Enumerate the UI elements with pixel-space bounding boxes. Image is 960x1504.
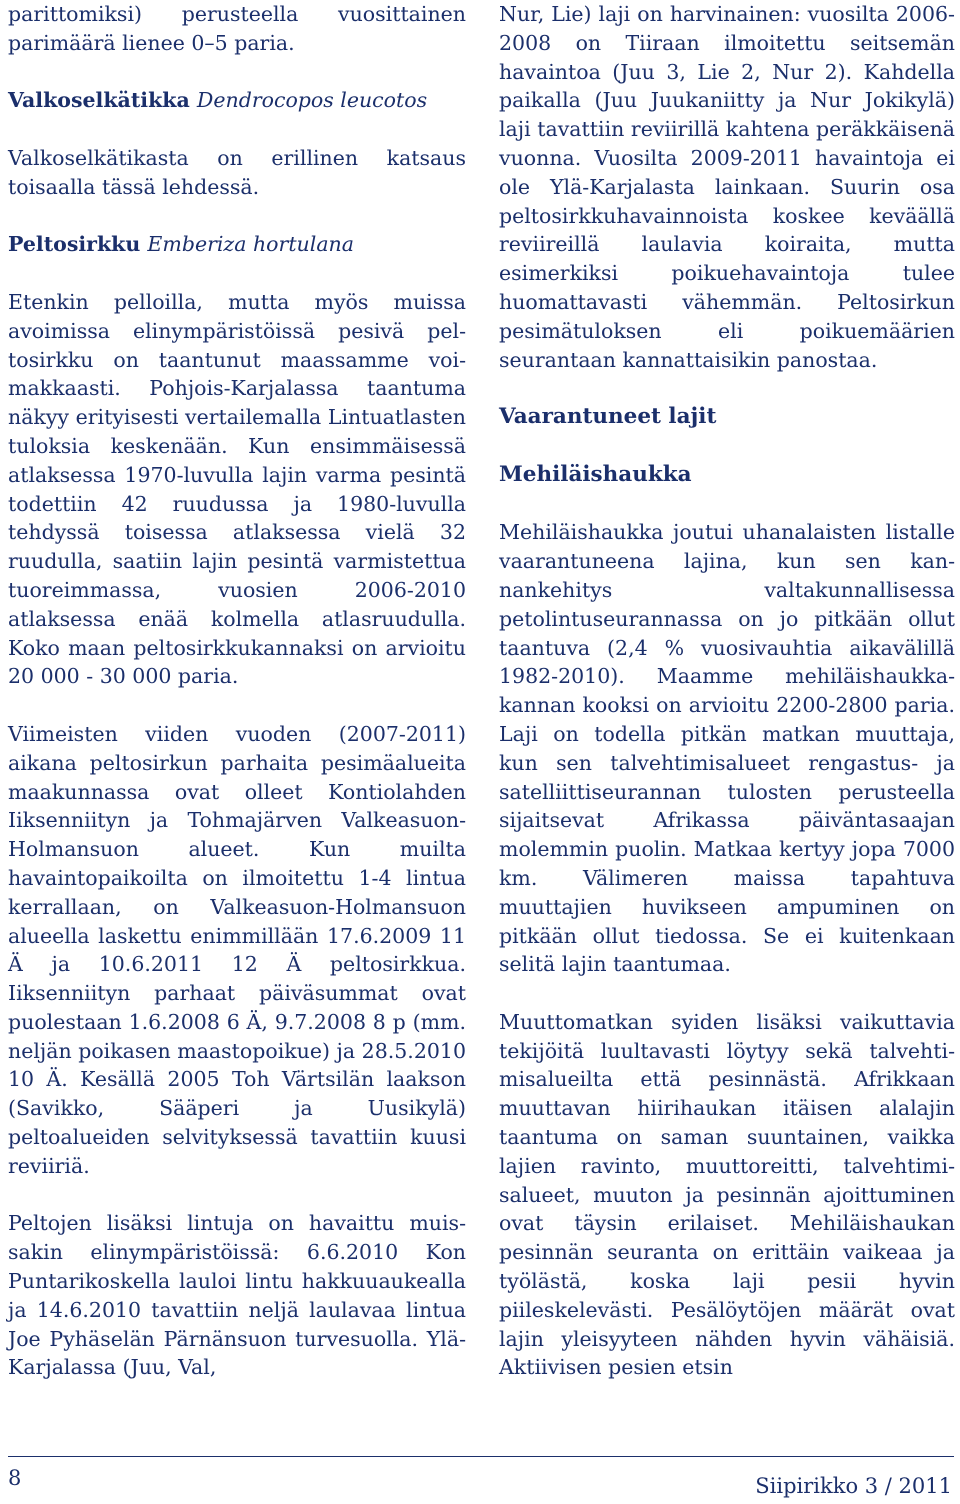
species-heading-mehilaishaukka: Mehiläishaukka	[499, 461, 692, 487]
footer-divider	[8, 1456, 954, 1457]
page-number: 8	[8, 1466, 22, 1490]
mehilaishaukka-paragraph-1: Mehiläishaukka joutui uhanalaisten listalle vaarantuneena lajina, kun sen kannankehitys valtakunnallisessa petolintuseurannassa on jo pitkään ollut taantuva (2,4 % vuosivauhtia aikavälillä 1982-2010). Maamme mehiläishaukkakannan kooksi on arvioitu 2200-2800 paria. Laji on todella pitkän matkan muuttaja, kun sen talvehtimisalueet rengastus- ja satelliittiseurannan tulosten perusteella sijaitsevat Afrikassa päiväntasaajan molemmin puolin. Matkaa kertyy jopa 7000 km. Välimeren maissa tapahtuva muuttajien huvikseen ampuminen on pitkään ollut tiedossa. Se ei kuitenkaan selitä lajin taantumaa.	[499, 520, 955, 977]
section-heading-vaarantuneet: Vaarantuneet lajit	[499, 404, 717, 430]
peltosirkku-paragraph-1: Etenkin pelloilla, mutta myös muissa avoimissa elinympäristöissä pesivä peltosirkku on taantunut maassamme voimakkaasti. Pohjois-Karjalassa taantuma näkyy erityisesti vertailemalla Lintuatlasten tuloksia keskenään. Kun ensimmäisessä atlaksessa 1970-luvulla lajin varma pesintä todettiin 42 ruudussa ja 1980-luvulla tehdyssä toisessa atlaksessa vielä 32 ruudulla, saatiin lajin pesintä varmistettua tuoreimmassa, vuosien 2006-2010 atlaksessa enää kolmella atlasruudulla. Koko maan peltosirkkukannaksi on arvioitu 20 000 - 30 000 paria.	[8, 289, 466, 689]
peltosirkku-paragraph-2: Viimeisten viiden vuoden (2007-2011) aikana peltosirkun parhaita pesimäalueita maakunnassa ovat olleet Kontiolahden Iiksenniityn ja Tohmajärven Valkeasuon-Holmansuon alueet. Kun muilta havaintopaikoilta on ilmoitettu 1-4 lintua kerrallaan, on Valkeasuon-Holmansuon alueella laskettu enimmillään 17.6.2009 11 Ä ja 10.6.2011 12 Ä peltosirkkua. Iiksenniityn parhaat päiväsummat ovat puolestaan 1.6.2008 6 Ä, 9.7.2008 8 p (mm. neljän poikasen maastopoikue) ja 28.5.2010 10 Ä. Kesällä 2005 Toh Värtsilän laakson (Savikko, Sääperi ja Uusikylä) peltoalueiden selvityksessä tavattiin kuusi reviiriä.	[8, 721, 466, 1178]
species-latin-name: Emberiza hortulana	[147, 232, 354, 257]
species-name: Valkoselkätikka	[8, 88, 190, 113]
species-heading-valkoselkatikka	[8, 86, 466, 115]
species-name: Peltosirkku	[8, 232, 141, 257]
left-column	[8, 0, 466, 1411]
peltosirkku-paragraph-continued: Nur, Lie) laji on harvinainen: vuosilta 2006-2008 on Tiiraan ilmoitettu seitsemän havaintoa (Juu 3, Lie 2, Nur 2). Kahdella paikalla (Juu Juukaniitty ja Nur Jokikylä) laji tavattiin reviirillä kahtena peräkkäisenä vuonna. Vuosilta 2009-2011 havaintoja ei ole Ylä-Karjalasta lainkaan. Suurin osa peltosirkkuhavainnoista koskee keväällä reviireillä laulavia koiraita, mutta esimerkiksi poikuehavaintoja tulee huomattavasti vähemmän. Peltosirkun pesimätuloksen eli poikuemäärien seurantaan kannattaisikin panostaa.	[499, 2, 955, 372]
journal-issue: Siipirikko 3 / 2011	[755, 1474, 952, 1498]
peltosirkku-paragraph-3: Peltojen lisäksi lintuja on havaittu muissakin elinympäristöissä: 6.6.2010 Kon Puntarikoskella lauloi lintu hakkuuaukealla ja 14.6.2010 tavattiin neljä laulavaa lintua Joe Pyhäselän Pärnänsuon turvesuolla. Ylä-Karjalassa (Juu, Val,	[8, 1211, 466, 1380]
mehilaishaukka-paragraph-2: Muuttomatkan syiden lisäksi vaikuttavia tekijöitä luultavasti löytyy sekä talvehtimisalueilta että pesinnästä. Afrikkaan muuttavan hiirihaukan itäisen alalajin taantuma on saman suuntainen, vaikka lajien ravinto, muuttoreitti, talvehtimisalueet, muuton ja pesinnän ajoittuminen ovat täysin erilaiset. Mehiläishaukan pesinnän seuranta on erittäin vaikeaa ja työlästä, koska laji pesii hyvin piileskelevästi. Pesälöytöjen määrät ovat lajin yleisyyteen nähden hyvin vähäisiä. Aktiivisen pesien etsin	[499, 1009, 955, 1380]
species-latin-name: Dendrocopos leucotos	[196, 88, 428, 113]
intro-paragraph: parittomiksi) perusteella vuosittainen parimäärä lienee 0–5 paria.	[8, 2, 466, 55]
species-heading-peltosirkku	[8, 230, 466, 259]
right-column	[499, 0, 955, 1411]
valkoselkatikka-paragraph: Valkoselkätikasta on erillinen katsaus toisaalla tässä lehdessä.	[8, 145, 466, 199]
